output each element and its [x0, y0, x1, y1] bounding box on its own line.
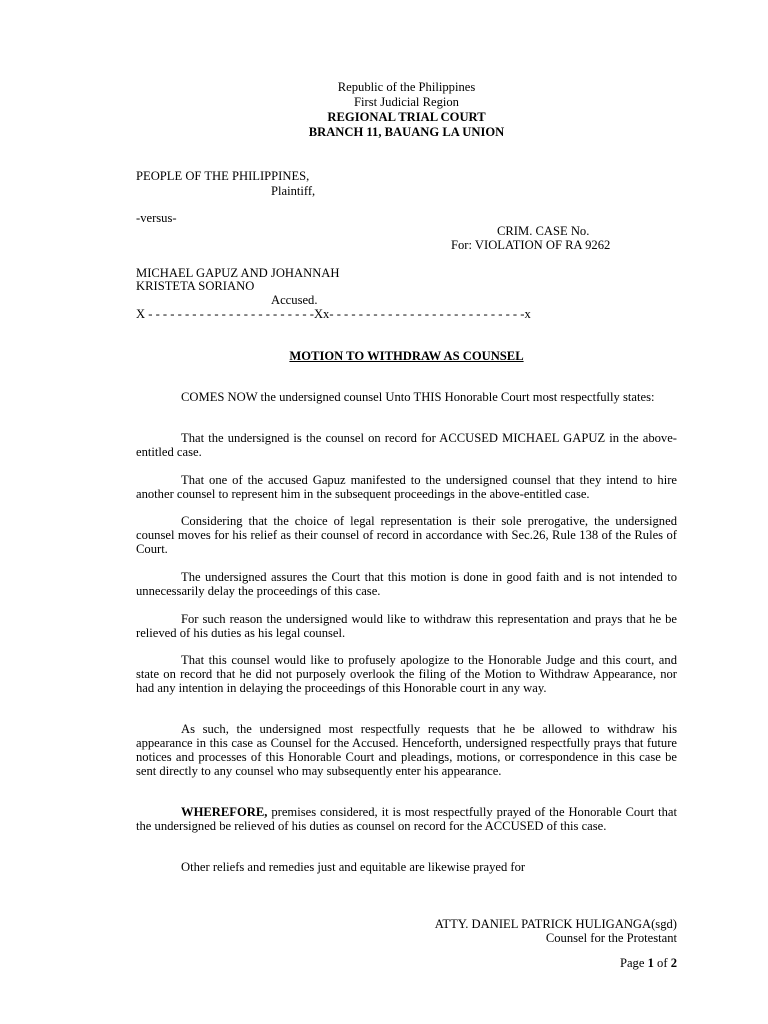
- versus-label: -versus-: [136, 211, 177, 225]
- header-court: REGIONAL TRIAL COURT: [327, 110, 486, 124]
- page-of: of: [657, 956, 668, 970]
- header-republic: Republic of the Philippines: [337, 80, 476, 94]
- plaintiff-name: PEOPLE OF THE PHILIPPINES,: [136, 169, 310, 183]
- paragraph-7-text: That this counsel would like to profusely apologize to the Honorable Judge and this court, and state on record that he did not purposely overlook the filing of the Motion to Withdraw Appearance, nor had any intention in delaying the proceedings of this Honorable court in any way.: [136, 653, 677, 695]
- paragraph-9: [136, 805, 677, 833]
- paragraph-1: [136, 390, 677, 404]
- paragraph-4: [136, 514, 677, 556]
- paragraph-10: [136, 860, 677, 874]
- paragraph-7: [136, 653, 677, 695]
- motion-title: MOTION TO WITHDRAW AS COUNSEL: [289, 349, 524, 363]
- signatory-role: Counsel for the Protestant: [545, 931, 677, 945]
- caption-separator: X - - - - - - - - - - - - - - - - - - - - - - -Xx- - - - - - - - - - - - - - - - - - - - - - - - - - -x: [136, 307, 531, 321]
- paragraph-8-text: As such, the undersigned most respectfully requests that he be allowed to withdraw his appearance in this case as Counsel for the Accused. Henceforth, undersigned respectfully prays that future notices and processes of this Honorable Court and pleadings, motions, or correspondence in this case be sent directly to any counsel who may subsequently enter his appearance.: [136, 722, 677, 778]
- paragraph-2: [136, 431, 677, 459]
- accused-names-line2: KRISTETA SORIANO: [136, 279, 255, 293]
- accused-names-line1: MICHAEL GAPUZ AND JOHANNAH: [136, 266, 340, 280]
- paragraph-6-text: For such reason the undersigned would like to withdraw this representation and prays that he be relieved of his duties as his legal counsel.: [136, 612, 677, 640]
- case-violation: For: VIOLATION OF RA 9262: [451, 238, 611, 252]
- accused-role: Accused.: [271, 293, 318, 307]
- paragraph-8: [136, 722, 677, 778]
- paragraph-9-text: premises considered, it is most respectfully prayed of the Honorable Court that the undersigned be relieved of his duties as counsel on record for the ACCUSED of this case.: [136, 805, 677, 833]
- paragraph-5: [136, 570, 677, 598]
- paragraph-3: [136, 473, 677, 501]
- header-branch: BRANCH 11, BAUANG LA UNION: [308, 125, 505, 139]
- page-current: 1: [647, 956, 654, 970]
- page-total: 2: [670, 956, 677, 970]
- plaintiff-role: Plaintiff,: [271, 184, 316, 198]
- paragraph-5-text: The undersigned assures the Court that this motion is done in good faith and is not intended to unnecessarily delay the proceedings of this case.: [136, 570, 677, 598]
- paragraph-6: [136, 612, 677, 640]
- header-region: First Judicial Region: [354, 95, 459, 109]
- case-number: CRIM. CASE No.: [497, 224, 590, 238]
- page-number: [620, 956, 677, 970]
- paragraph-3-text: That one of the accused Gapuz manifested to the undersigned counsel that they intend to hire another counsel to represent him in the subsequent proceedings in the above-entitled case.: [136, 473, 677, 501]
- paragraph-10-text: Other reliefs and remedies just and equitable are likewise prayed for: [181, 860, 526, 874]
- signatory-name: ATTY. DANIEL PATRICK HULIGANGA(sgd): [434, 917, 677, 931]
- paragraph-4-text: Considering that the choice of legal representation is their sole prerogative, the undersigned counsel moves for his relief as their counsel of record in accordance with Sec.26, Rule 138 of the Rules of Court.: [136, 514, 677, 556]
- document-page: [136, 0, 677, 1024]
- paragraph-2-text: That the undersigned is the counsel on record for ACCUSED MICHAEL GAPUZ in the above-entitled case.: [136, 431, 677, 459]
- page-word: Page: [619, 956, 645, 970]
- paragraph-9-lead: WHEREFORE,: [181, 805, 268, 819]
- paragraph-1-text: COMES NOW the undersigned counsel Unto THIS Honorable Court most respectfully states:: [181, 390, 655, 404]
